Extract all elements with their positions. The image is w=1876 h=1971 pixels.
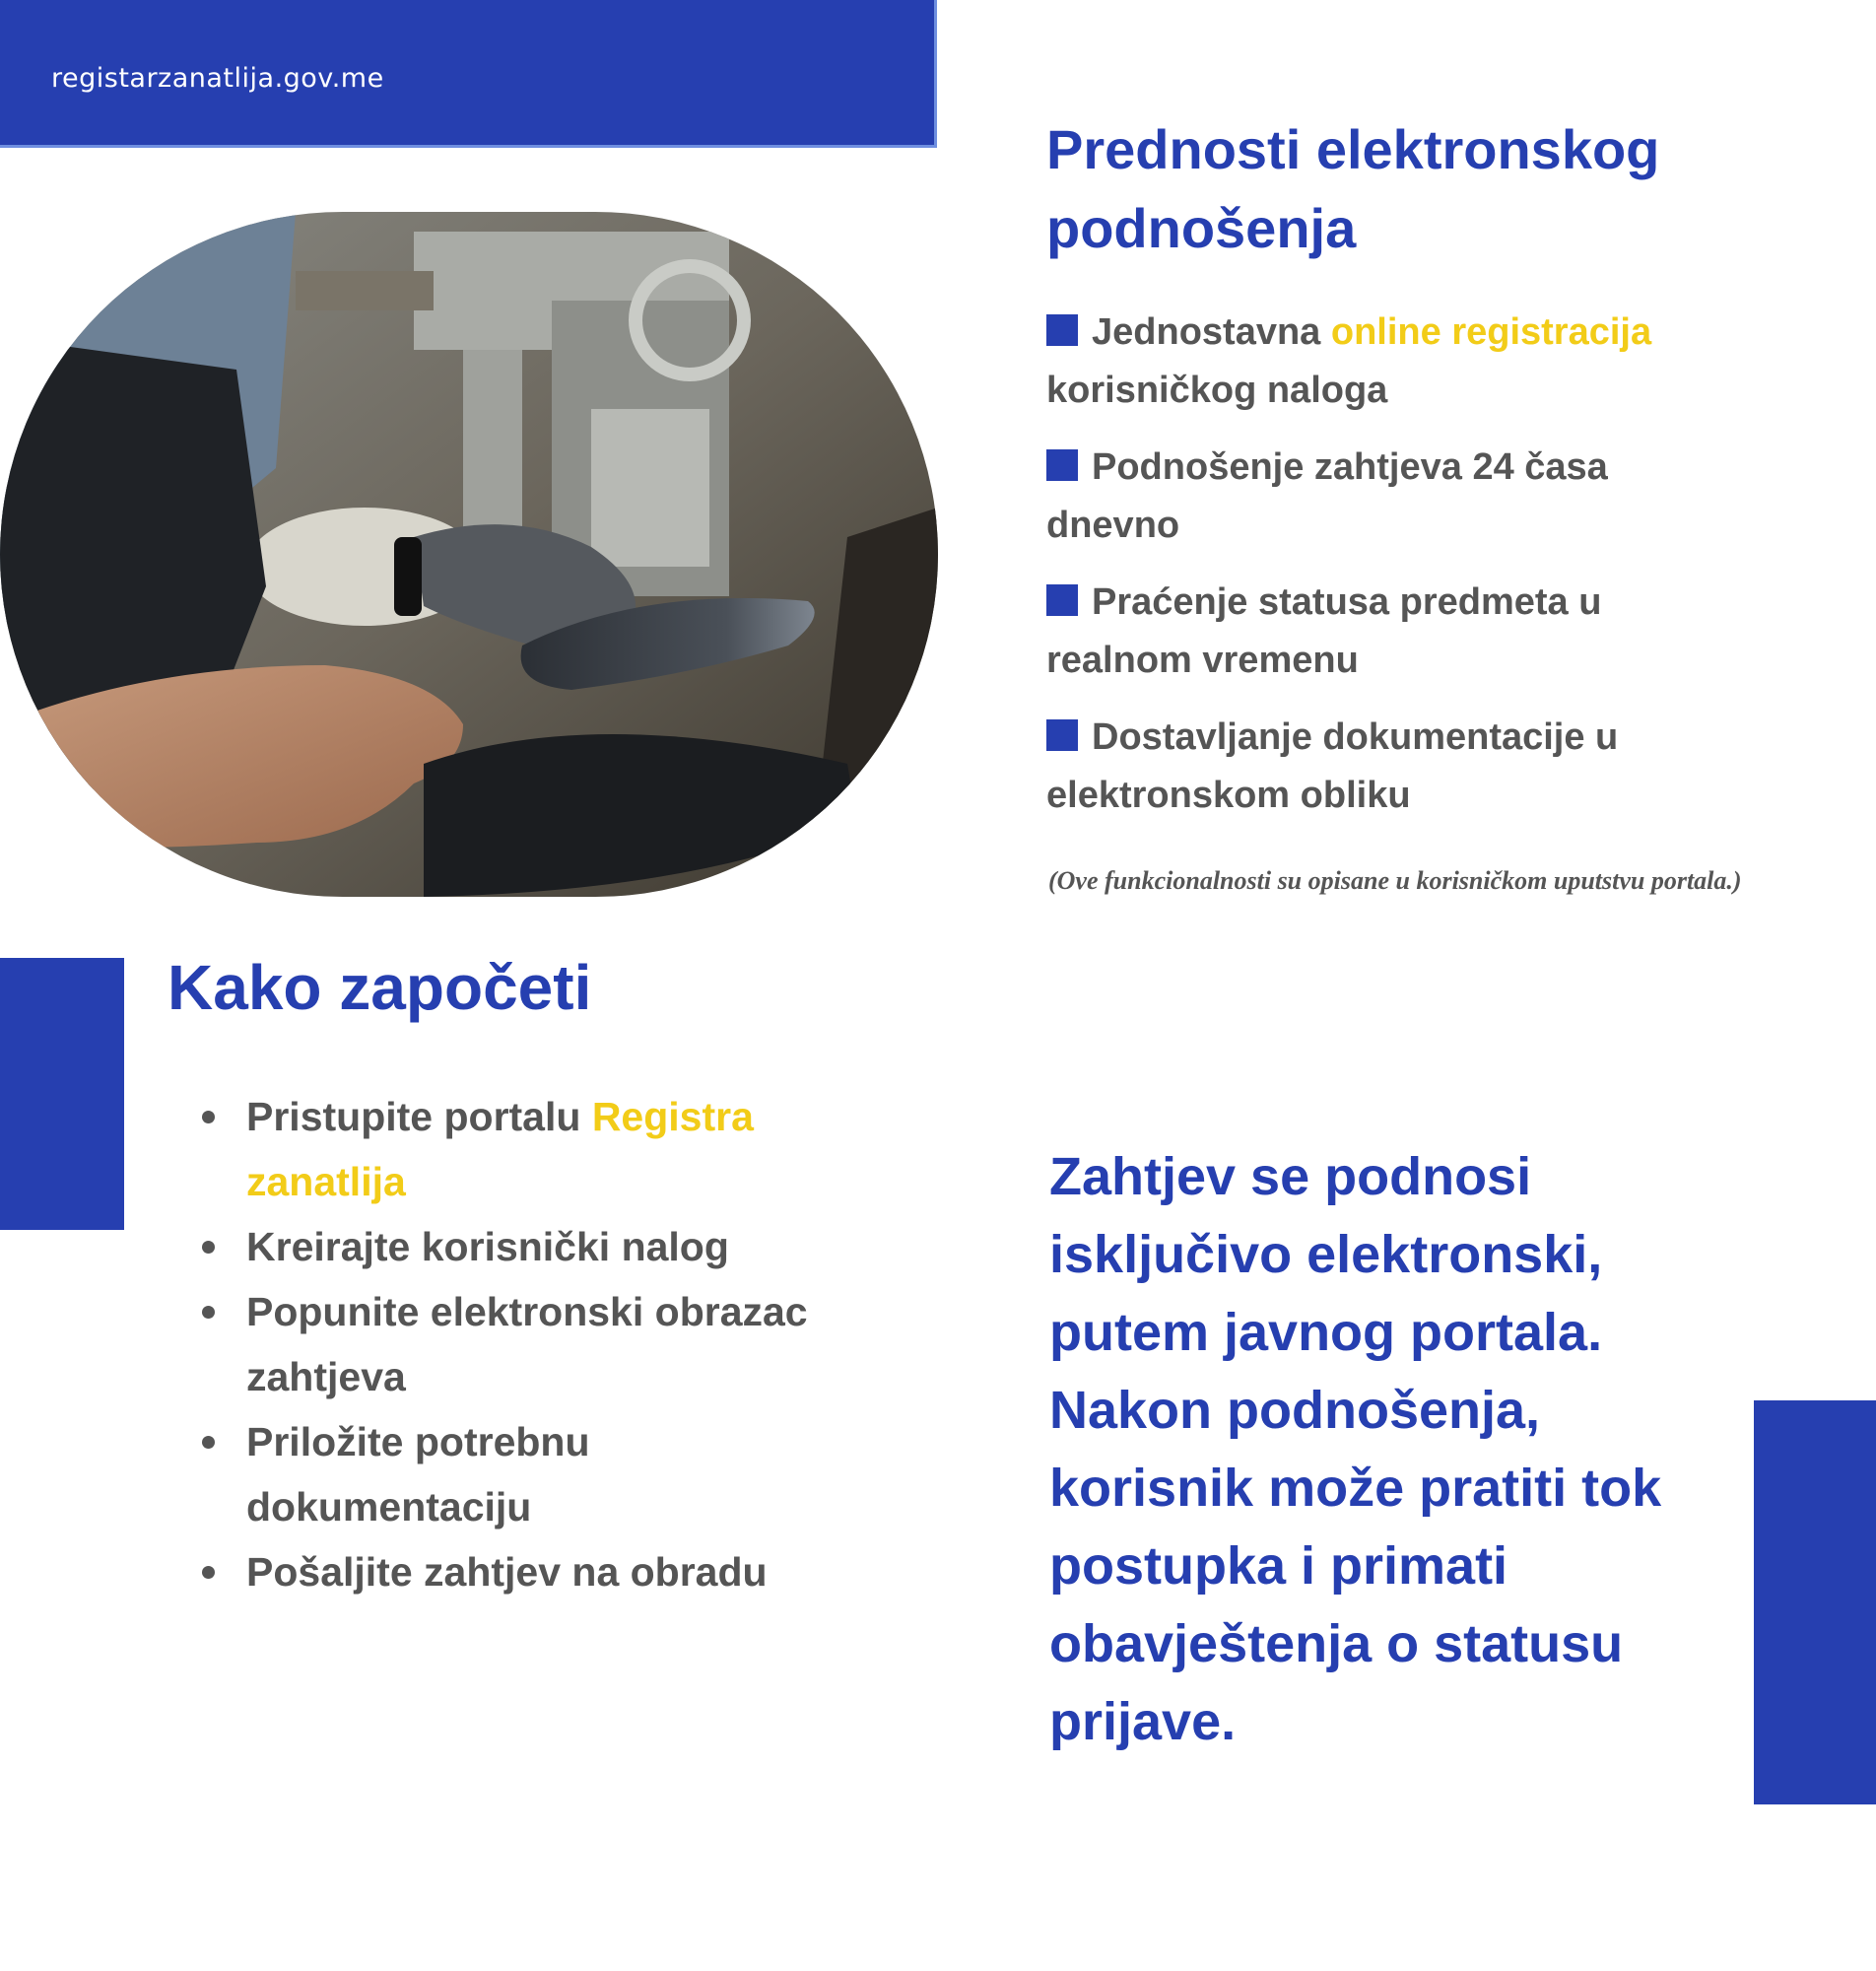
square-bullet-icon — [1046, 584, 1078, 616]
step-text: Pošaljite zahtjev na obradu — [246, 1549, 768, 1595]
advantages-list — [1046, 304, 1736, 844]
square-bullet-icon — [1046, 719, 1078, 751]
step-text: Popunite elektronski obrazac zahtjeva — [246, 1289, 808, 1399]
advantage-item — [1046, 709, 1736, 825]
steps-list — [192, 1084, 862, 1604]
step-item — [192, 1409, 862, 1539]
cobbler-photo — [0, 212, 938, 897]
step-text: Pristupite portalu — [246, 1094, 592, 1139]
advantages-note: (Ove funkcionalnosti su opisane u korisničkom uputstvu portala.) — [1048, 866, 1742, 895]
square-bullet-icon — [1046, 314, 1078, 346]
step-item — [192, 1214, 862, 1279]
advantage-text-after: korisničkog naloga — [1046, 370, 1388, 411]
step-text: Priložite potrebnu dokumentaciju — [246, 1419, 590, 1529]
advantage-text: Jednostavna — [1092, 311, 1331, 353]
step-highlight-link[interactable]: Registra zanatlija — [246, 1094, 754, 1204]
step-item — [192, 1279, 862, 1409]
advantage-text: Praćenje statusa predmeta u realnom vremenu — [1046, 581, 1602, 681]
decor-block-right — [1754, 1400, 1876, 1804]
bullet-icon — [202, 1566, 215, 1579]
step-item — [192, 1084, 862, 1214]
decor-block-left — [0, 958, 124, 1230]
advantage-item — [1046, 439, 1736, 555]
advantages-title: Prednosti elektronskog podnošenja — [1046, 118, 1660, 259]
advantage-text: Dostavljanje dokumentacije u elektronskom obliku — [1046, 716, 1619, 816]
advantage-text: Podnošenje zahtjeva 24 časa dnevno — [1046, 446, 1608, 546]
bullet-icon — [202, 1241, 215, 1254]
bullet-icon — [202, 1436, 215, 1449]
advantage-highlight: online registracija — [1330, 311, 1652, 353]
header-url: registarzanatlija.gov.me — [51, 63, 384, 94]
square-bullet-icon — [1046, 449, 1078, 481]
bullet-icon — [202, 1111, 215, 1123]
start-title: Kako započeti — [168, 952, 592, 1023]
bullet-icon — [202, 1306, 215, 1319]
step-text: Kreirajte korisnički nalog — [246, 1224, 729, 1269]
submission-statement: Zahtjev se podnosi isključivo elektronski, putem javnog portala. Nakon podnošenja, korisnik može pratiti tok postupka i primati obavještenja o statusu prijave. — [1049, 1147, 1662, 1751]
advantage-item — [1046, 574, 1736, 690]
advantage-item — [1046, 304, 1736, 420]
step-item — [192, 1539, 862, 1604]
